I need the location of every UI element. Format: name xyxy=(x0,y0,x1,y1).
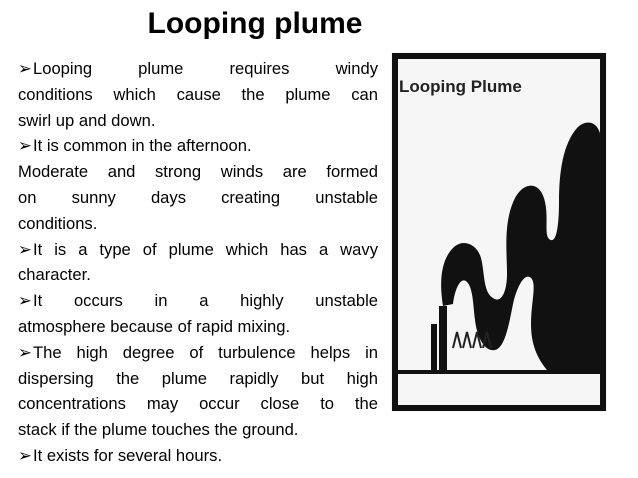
text-line: ➢It is common in the afternoon. xyxy=(18,133,378,159)
text-line: stack if the plume touches the ground. xyxy=(18,420,299,440)
arrow-bullet-icon: ➢ xyxy=(18,136,32,156)
arrow-bullet-icon: ➢ xyxy=(18,59,32,78)
text-line: conditions which cause the plume can xyxy=(18,84,378,104)
looping-plume-figure xyxy=(391,52,607,412)
text-line: conditions. xyxy=(18,213,98,233)
text-line: on sunny days creating unstable xyxy=(18,187,378,207)
slide-title: Looping plume xyxy=(147,7,363,40)
figure-label: Looping Plume xyxy=(399,77,522,96)
arrow-bullet-icon: ➢ xyxy=(18,239,32,259)
text-line: concentrations may occur close to the xyxy=(18,394,378,414)
arrow-bullet-icon: ➢ xyxy=(18,445,32,465)
bullet-text-column xyxy=(18,56,378,469)
text-line: swirl up and down. xyxy=(18,110,156,130)
text-line: dispersing the plume rapidly but high xyxy=(18,368,378,388)
text-line: ➢Looping plume requires windy xyxy=(18,56,378,82)
ground-line xyxy=(395,370,603,374)
text-line: Moderate and strong winds are formed xyxy=(18,162,378,182)
text-line: ➢It is a type of plume which has a wavy xyxy=(18,237,378,263)
arrow-bullet-icon: ➢ xyxy=(18,342,32,362)
text-line: character. xyxy=(18,265,91,285)
text-line: ➢The high degree of turbulence helps in xyxy=(18,340,378,366)
stack-shape xyxy=(431,324,437,370)
text-line: atmosphere because of rapid mixing. xyxy=(18,316,291,336)
text-line: ➢It exists for several hours. xyxy=(18,443,378,469)
plume-illustration xyxy=(391,52,607,412)
text-line: ➢It occurs in a highly unstable xyxy=(18,288,378,314)
stack-shape xyxy=(439,306,447,370)
arrow-bullet-icon: ➢ xyxy=(18,291,32,311)
